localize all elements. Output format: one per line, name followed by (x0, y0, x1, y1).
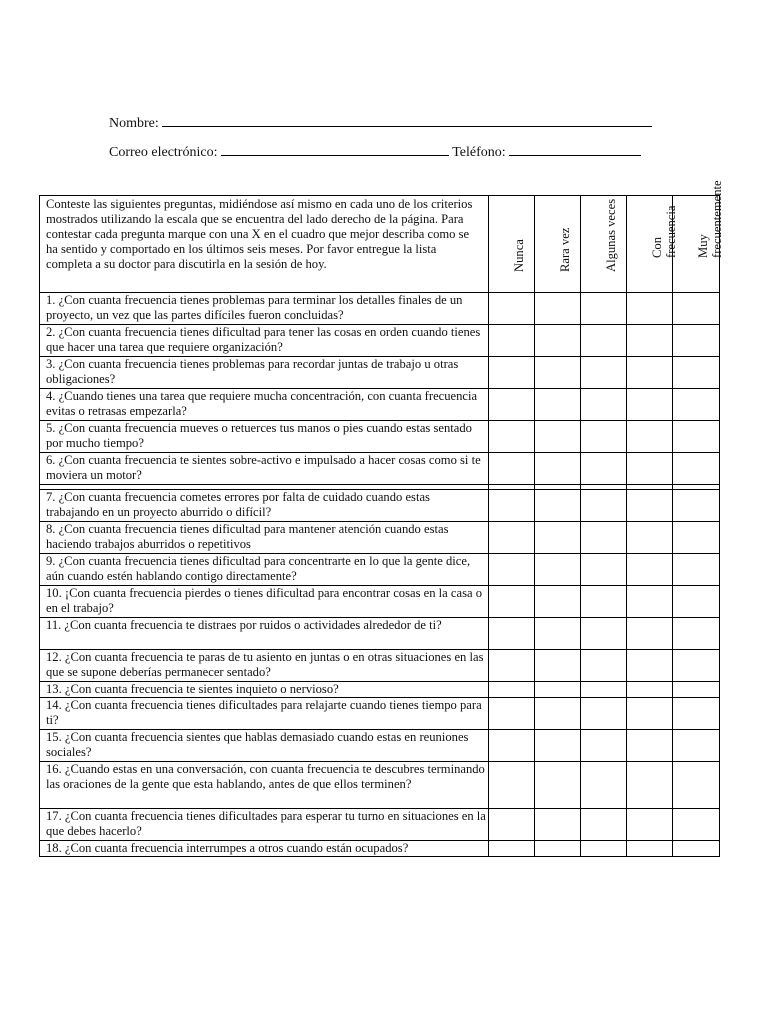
answer-box-con-frecuencia[interactable] (627, 841, 673, 857)
answer-box-algunas-veces[interactable] (581, 618, 627, 650)
answer-box-muy-frecuentemente[interactable] (673, 293, 720, 325)
question-row (40, 762, 720, 809)
question-row (40, 293, 720, 325)
answer-box-con-frecuencia[interactable] (627, 389, 673, 421)
question-row (40, 650, 720, 682)
email-field[interactable] (221, 142, 449, 156)
question-row (40, 389, 720, 421)
answer-box-muy-frecuentemente[interactable] (673, 809, 720, 841)
answer-box-muy-frecuentemente[interactable] (673, 421, 720, 453)
question-text: 4. ¿Cuando tienes una tarea que requiere mucha concentración, con cuanta frecuencia evitas o retrasas empezarla? (40, 389, 489, 421)
question-text: 13. ¿Con cuanta frecuencia te sientes inquieto o nervioso? (40, 682, 489, 698)
answer-box-rara-vez[interactable] (535, 698, 581, 730)
contact-row (109, 142, 641, 162)
email-label: Correo electrónico: (109, 145, 218, 160)
scale-label-rara-vez: Rara vez (557, 227, 572, 272)
answer-box-rara-vez[interactable] (535, 554, 581, 586)
answer-box-con-frecuencia[interactable] (627, 293, 673, 325)
answer-box-muy-frecuentemente[interactable] (673, 586, 720, 618)
question-row (40, 453, 720, 485)
answer-box-muy-frecuentemente[interactable] (673, 682, 720, 698)
answer-box-muy-frecuentemente[interactable] (673, 554, 720, 586)
answer-box-muy-frecuentemente[interactable] (673, 698, 720, 730)
answer-box-nunca[interactable] (489, 357, 535, 389)
scale-header-muy-frecuentemente (673, 180, 724, 293)
answer-box-nunca[interactable] (489, 522, 535, 554)
answer-box-nunca[interactable] (489, 325, 535, 357)
instructions: Conteste las siguientes preguntas, midiéndose así mismo en cada uno de los criterios mostrados utilizando la escala que se encuentra del lado derecho de la página. Para contestar cada pregunta marque con una X en el cuadro que mejor describa como se ha sentido y comportado en los últimos seis meses. Por favor entregue la lista completa a su doctor para discutirla en la sesión de hoy. (40, 196, 489, 293)
answer-box-con-frecuencia[interactable] (627, 554, 673, 586)
answer-box-algunas-veces[interactable] (581, 453, 627, 485)
answer-box-rara-vez[interactable] (535, 357, 581, 389)
answer-box-rara-vez[interactable] (535, 730, 581, 762)
scale-header-algunas-veces (581, 196, 627, 293)
scale-label-nunca: Nunca (511, 239, 526, 272)
answer-box-con-frecuencia[interactable] (627, 421, 673, 453)
answer-box-rara-vez[interactable] (535, 490, 581, 522)
question-row (40, 325, 720, 357)
answer-box-muy-frecuentemente[interactable] (673, 762, 720, 809)
scale-header-nunca (489, 196, 535, 293)
answer-box-nunca[interactable] (489, 809, 535, 841)
answer-box-rara-vez[interactable] (535, 682, 581, 698)
question-row (40, 809, 720, 841)
question-text: 16. ¿Cuando estas en una conversación, con cuanta frecuencia te descubres terminando las oraciones de la gente que esta hablando, antes de que ellos terminen? (40, 762, 489, 809)
answer-box-rara-vez[interactable] (535, 618, 581, 650)
answer-box-algunas-veces[interactable] (581, 650, 627, 682)
question-text: 5. ¿Con cuanta frecuencia mueves o retuerces tus manos o pies cuando estas sentado por mucho tiempo? (40, 421, 489, 453)
answer-box-algunas-veces[interactable] (581, 554, 627, 586)
answer-box-rara-vez[interactable] (535, 762, 581, 809)
answer-box-con-frecuencia[interactable] (627, 490, 673, 522)
question-row (40, 730, 720, 762)
answer-box-con-frecuencia[interactable] (627, 618, 673, 650)
answer-box-algunas-veces[interactable] (581, 730, 627, 762)
answer-box-con-frecuencia[interactable] (627, 522, 673, 554)
answer-box-algunas-veces[interactable] (581, 841, 627, 857)
answer-box-algunas-veces[interactable] (581, 293, 627, 325)
answer-box-con-frecuencia[interactable] (627, 453, 673, 485)
answer-box-algunas-veces[interactable] (581, 421, 627, 453)
answer-box-muy-frecuentemente[interactable] (673, 522, 720, 554)
answer-box-muy-frecuentemente[interactable] (673, 618, 720, 650)
question-text: 10. ¡Con cuanta frecuencia pierdes o tienes dificultad para encontrar cosas en la casa o en el trabajo? (40, 586, 489, 618)
question-row (40, 698, 720, 730)
question-row (40, 586, 720, 618)
answer-box-nunca[interactable] (489, 650, 535, 682)
answer-box-con-frecuencia[interactable] (627, 586, 673, 618)
question-row (40, 522, 720, 554)
answer-box-rara-vez[interactable] (535, 325, 581, 357)
answer-box-rara-vez[interactable] (535, 389, 581, 421)
question-row (40, 618, 720, 650)
phone-field[interactable] (509, 142, 641, 156)
answer-box-rara-vez[interactable] (535, 586, 581, 618)
question-text: 12. ¿Con cuanta frecuencia te paras de tu asiento en juntas o en otras situaciones en las que se supone deberías permanecer sentado? (40, 650, 489, 682)
answer-box-nunca[interactable] (489, 490, 535, 522)
question-text: 9. ¿Con cuanta frecuencia tienes dificultad para concentrarte en lo que la gente dice, aún cuando estén hablando contigo directamente? (40, 554, 489, 586)
answer-box-algunas-veces[interactable] (581, 809, 627, 841)
answer-box-rara-vez[interactable] (535, 522, 581, 554)
answer-box-con-frecuencia[interactable] (627, 682, 673, 698)
answer-box-con-frecuencia[interactable] (627, 809, 673, 841)
answer-box-muy-frecuentemente[interactable] (673, 650, 720, 682)
answer-box-algunas-veces[interactable] (581, 698, 627, 730)
answer-box-nunca[interactable] (489, 554, 535, 586)
answer-box-con-frecuencia[interactable] (627, 325, 673, 357)
answer-box-muy-frecuentemente[interactable] (673, 490, 720, 522)
answer-box-algunas-veces[interactable] (581, 389, 627, 421)
question-row (40, 357, 720, 389)
phone-label: Teléfono: (452, 145, 506, 160)
question-text: 17. ¿Con cuanta frecuencia tienes dificultades para esperar tu turno en situaciones en la que debes hacerlo? (40, 809, 489, 841)
name-field[interactable] (162, 113, 652, 127)
answer-box-muy-frecuentemente[interactable] (673, 453, 720, 485)
scale-label-muy-frecuentemente: Muy frecuentemente (696, 180, 724, 258)
header-row (40, 196, 720, 293)
question-text: 2. ¿Con cuanta frecuencia tienes dificultad para tener las cosas en orden cuando tienes que hacer una tarea que requiere organización? (40, 325, 489, 357)
answer-box-muy-frecuentemente[interactable] (673, 357, 720, 389)
scale-header-rara-vez (535, 196, 581, 293)
answer-box-nunca[interactable] (489, 762, 535, 809)
answer-box-algunas-veces[interactable] (581, 325, 627, 357)
answer-box-nunca[interactable] (489, 389, 535, 421)
question-row (40, 490, 720, 522)
answer-box-algunas-veces[interactable] (581, 682, 627, 698)
answer-box-muy-frecuentemente[interactable] (673, 325, 720, 357)
question-text: 3. ¿Con cuanta frecuencia tienes problemas para recordar juntas de trabajo u otras obligaciones? (40, 357, 489, 389)
answer-box-rara-vez[interactable] (535, 809, 581, 841)
answer-box-algunas-veces[interactable] (581, 586, 627, 618)
question-text: 1. ¿Con cuanta frecuencia tienes problemas para terminar los detalles finales de un proyecto, un vez que las partes difíciles fueron concluidas? (40, 293, 489, 325)
scale-label-con-frecuencia: Con frecuencia (649, 205, 678, 258)
answer-box-nunca[interactable] (489, 618, 535, 650)
question-text: 8. ¿Con cuanta frecuencia tienes dificultad para mantener atención cuando estas haciendo trabajos aburridos o repetitivos (40, 522, 489, 554)
answer-box-nunca[interactable] (489, 730, 535, 762)
question-row (40, 421, 720, 453)
answer-box-rara-vez[interactable] (535, 293, 581, 325)
answer-box-con-frecuencia[interactable] (627, 698, 673, 730)
answer-box-nunca[interactable] (489, 841, 535, 857)
answer-box-muy-frecuentemente[interactable] (673, 389, 720, 421)
scale-header-con-frecuencia (627, 196, 678, 293)
question-text: 14. ¿Con cuanta frecuencia tienes dificultades para relajarte cuando tienes tiempo para ti? (40, 698, 489, 730)
answer-box-muy-frecuentemente[interactable] (673, 730, 720, 762)
answer-box-rara-vez[interactable] (535, 841, 581, 857)
answer-box-nunca[interactable] (489, 421, 535, 453)
answer-box-nunca[interactable] (489, 293, 535, 325)
question-text: 15. ¿Con cuanta frecuencia sientes que hablas demasiado cuando estas en reuniones sociales? (40, 730, 489, 762)
answer-box-muy-frecuentemente[interactable] (673, 841, 720, 857)
question-text: 6. ¿Con cuanta frecuencia te sientes sobre-activo e impulsado a hacer cosas como si te moviera un motor? (40, 453, 489, 485)
name-row (109, 113, 652, 133)
answer-box-algunas-veces[interactable] (581, 522, 627, 554)
answer-box-con-frecuencia[interactable] (627, 650, 673, 682)
questionnaire-table (39, 180, 724, 857)
answer-box-rara-vez[interactable] (535, 453, 581, 485)
name-label: Nombre: (109, 116, 159, 131)
scale-label-algunas-veces: Algunas veces (603, 198, 618, 272)
answer-box-nunca[interactable] (489, 453, 535, 485)
answer-box-nunca[interactable] (489, 682, 535, 698)
answer-box-con-frecuencia[interactable] (627, 730, 673, 762)
answer-box-nunca[interactable] (489, 586, 535, 618)
answer-box-algunas-veces[interactable] (581, 762, 627, 809)
answer-box-con-frecuencia[interactable] (627, 762, 673, 809)
answer-box-con-frecuencia[interactable] (627, 357, 673, 389)
answer-box-algunas-veces[interactable] (581, 490, 627, 522)
question-row (40, 554, 720, 586)
question-row (40, 841, 720, 857)
question-text: 7. ¿Con cuanta frecuencia cometes errores por falta de cuidado cuando estas trabajando en un proyecto aburrido o difícil? (40, 490, 489, 522)
answer-box-algunas-veces[interactable] (581, 357, 627, 389)
answer-box-rara-vez[interactable] (535, 650, 581, 682)
answer-box-nunca[interactable] (489, 698, 535, 730)
question-text: 11. ¿Con cuanta frecuencia te distraes por ruidos o actividades alrededor de ti? (40, 618, 489, 650)
answer-box-rara-vez[interactable] (535, 421, 581, 453)
question-row (40, 682, 720, 698)
question-text: 18. ¿Con cuanta frecuencia interrumpes a otros cuando están ocupados? (40, 841, 489, 857)
